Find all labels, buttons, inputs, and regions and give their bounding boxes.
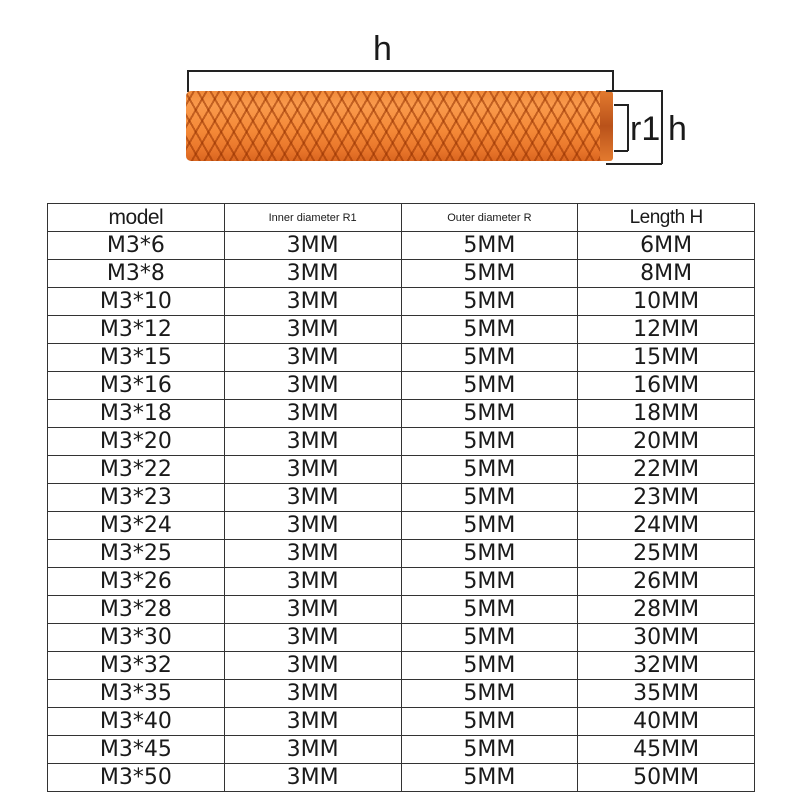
table-row <box>48 568 755 596</box>
cell-outer-diameter: 5MM <box>401 344 578 372</box>
cell-length: 23MM <box>578 484 755 512</box>
cell-inner-diameter: 3MM <box>224 232 401 260</box>
cell-length: 26MM <box>578 568 755 596</box>
header-inner-diameter: Inner diameter R1 <box>224 204 401 232</box>
table-row <box>48 316 755 344</box>
cell-model: M3*6 <box>48 232 225 260</box>
table-row <box>48 708 755 736</box>
table-row <box>48 400 755 428</box>
cell-model: M3*25 <box>48 540 225 568</box>
cell-model: M3*30 <box>48 624 225 652</box>
cell-length: 28MM <box>578 596 755 624</box>
table-row <box>48 764 755 792</box>
cell-model: M3*8 <box>48 260 225 288</box>
cell-inner-diameter: 3MM <box>224 736 401 764</box>
cell-length: 40MM <box>578 708 755 736</box>
table-row <box>48 680 755 708</box>
cell-outer-diameter: 5MM <box>401 456 578 484</box>
cell-inner-diameter: 3MM <box>224 400 401 428</box>
cell-length: 25MM <box>578 540 755 568</box>
cell-length: 50MM <box>578 764 755 792</box>
cell-inner-diameter: 3MM <box>224 512 401 540</box>
cell-length: 6MM <box>578 232 755 260</box>
cell-outer-diameter: 5MM <box>401 764 578 792</box>
cell-model: M3*35 <box>48 680 225 708</box>
cell-length: 45MM <box>578 736 755 764</box>
table-row <box>48 232 755 260</box>
cell-inner-diameter: 3MM <box>224 652 401 680</box>
cell-model: M3*45 <box>48 736 225 764</box>
table-row <box>48 484 755 512</box>
cell-inner-diameter: 3MM <box>224 316 401 344</box>
cell-model: M3*28 <box>48 596 225 624</box>
table-row <box>48 736 755 764</box>
cell-model: M3*32 <box>48 652 225 680</box>
cell-inner-diameter: 3MM <box>224 288 401 316</box>
cell-length: 10MM <box>578 288 755 316</box>
cell-outer-diameter: 5MM <box>401 484 578 512</box>
cell-outer-diameter: 5MM <box>401 232 578 260</box>
cell-inner-diameter: 3MM <box>224 708 401 736</box>
cell-length: 30MM <box>578 624 755 652</box>
table-row <box>48 372 755 400</box>
header-length: Length H <box>578 204 755 232</box>
cell-length: 16MM <box>578 372 755 400</box>
cell-model: M3*20 <box>48 428 225 456</box>
length-dimension-tick-right <box>612 70 614 92</box>
cell-outer-diameter: 5MM <box>401 680 578 708</box>
cell-length: 32MM <box>578 652 755 680</box>
cell-length: 15MM <box>578 344 755 372</box>
inner-dimension-top <box>614 104 628 106</box>
cell-model: M3*24 <box>48 512 225 540</box>
cell-outer-diameter: 5MM <box>401 400 578 428</box>
cell-inner-diameter: 3MM <box>224 484 401 512</box>
cell-inner-diameter: 3MM <box>224 764 401 792</box>
cell-model: M3*23 <box>48 484 225 512</box>
table-row <box>48 260 755 288</box>
cell-model: M3*16 <box>48 372 225 400</box>
knurled-standoff-image <box>186 91 612 161</box>
cell-outer-diameter: 5MM <box>401 596 578 624</box>
cell-model: M3*50 <box>48 764 225 792</box>
outer-diameter-label: h <box>668 110 687 148</box>
length-dimension-tick-left <box>187 70 189 92</box>
cell-outer-diameter: 5MM <box>401 736 578 764</box>
cell-model: M3*22 <box>48 456 225 484</box>
outer-dimension-vertical <box>661 90 663 164</box>
table-row <box>48 428 755 456</box>
table-row <box>48 652 755 680</box>
cell-length: 24MM <box>578 512 755 540</box>
table-row <box>48 512 755 540</box>
table-row <box>48 344 755 372</box>
header-model: model <box>48 204 225 232</box>
cell-length: 22MM <box>578 456 755 484</box>
standoff-diagram <box>0 0 800 200</box>
table-row <box>48 624 755 652</box>
cell-outer-diameter: 5MM <box>401 624 578 652</box>
cell-outer-diameter: 5MM <box>401 372 578 400</box>
cell-outer-diameter: 5MM <box>401 260 578 288</box>
cell-model: M3*40 <box>48 708 225 736</box>
table-row <box>48 456 755 484</box>
cell-outer-diameter: 5MM <box>401 428 578 456</box>
cell-inner-diameter: 3MM <box>224 428 401 456</box>
cell-inner-diameter: 3MM <box>224 456 401 484</box>
cell-length: 8MM <box>578 260 755 288</box>
table-header-row <box>48 204 755 232</box>
cell-model: M3*12 <box>48 316 225 344</box>
cell-length: 18MM <box>578 400 755 428</box>
cell-model: M3*18 <box>48 400 225 428</box>
length-label: h <box>373 30 392 68</box>
table-row <box>48 288 755 316</box>
cell-inner-diameter: 3MM <box>224 372 401 400</box>
inner-dimension-vertical <box>627 104 629 151</box>
table-row <box>48 596 755 624</box>
cell-inner-diameter: 3MM <box>224 596 401 624</box>
standoff-thread-end <box>600 91 613 161</box>
cell-inner-diameter: 3MM <box>224 540 401 568</box>
cell-model: M3*15 <box>48 344 225 372</box>
outer-dimension-top <box>606 90 662 92</box>
cell-length: 12MM <box>578 316 755 344</box>
cell-inner-diameter: 3MM <box>224 680 401 708</box>
cell-inner-diameter: 3MM <box>224 568 401 596</box>
cell-length: 20MM <box>578 428 755 456</box>
table-row <box>48 540 755 568</box>
cell-length: 35MM <box>578 680 755 708</box>
cell-outer-diameter: 5MM <box>401 288 578 316</box>
header-outer-diameter: Outer diameter R <box>401 204 578 232</box>
cell-inner-diameter: 3MM <box>224 260 401 288</box>
outer-dimension-bottom <box>606 163 662 165</box>
cell-outer-diameter: 5MM <box>401 540 578 568</box>
inner-diameter-label: r1 <box>630 110 661 148</box>
cell-outer-diameter: 5MM <box>401 708 578 736</box>
cell-model: M3*10 <box>48 288 225 316</box>
inner-dimension-bottom <box>614 150 628 152</box>
cell-inner-diameter: 3MM <box>224 624 401 652</box>
cell-outer-diameter: 5MM <box>401 568 578 596</box>
length-dimension-line <box>187 70 613 72</box>
spec-table <box>47 203 755 792</box>
cell-outer-diameter: 5MM <box>401 512 578 540</box>
cell-outer-diameter: 5MM <box>401 652 578 680</box>
cell-outer-diameter: 5MM <box>401 316 578 344</box>
cell-model: M3*26 <box>48 568 225 596</box>
cell-inner-diameter: 3MM <box>224 344 401 372</box>
